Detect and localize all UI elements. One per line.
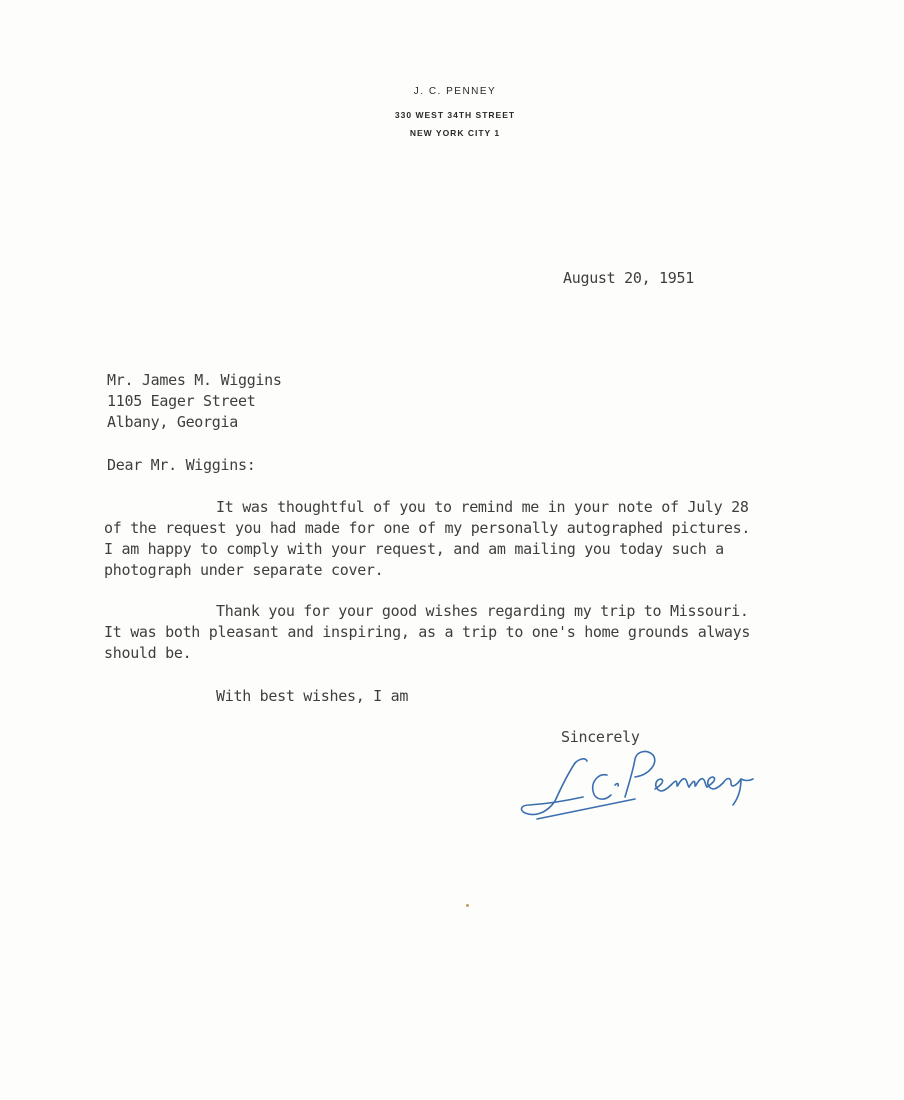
letterhead-name: J. C. PENNEY [413,86,497,97]
paragraph-1-line: of the request you had made for one of my personally autographed pictures. [104,519,751,537]
paper-speck [466,904,469,907]
paragraph-1-line: It was thoughtful of you to remind me in your note of July 28 [216,498,749,516]
letterhead-city: NEW YORK CITY 1 [409,128,501,138]
recipient-street: 1105 Eager Street [107,392,256,410]
paragraph-2-line: It was both pleasant and inspiring, as a trip to one's home grounds always [104,623,751,641]
letterhead-street: 330 WEST 34TH STREET [394,110,516,120]
closing-line: With best wishes, I am [216,687,409,705]
recipient-name: Mr. James M. Wiggins [107,371,282,389]
paragraph-1-line: I am happy to comply with your request, and am mailing you today such a [104,540,724,558]
salutation: Dear Mr. Wiggins: [107,456,256,474]
paragraph-1-line: photograph under separate cover. [104,561,384,579]
handwritten-signature [515,735,815,835]
letter-date: August 20, 1951 [563,269,694,287]
sign-off: Sincerely [561,728,640,746]
recipient-city: Albany, Georgia [107,413,238,431]
paragraph-2-line: Thank you for your good wishes regarding my trip to Missouri. [216,602,749,620]
paragraph-2-line: should be. [104,644,192,662]
